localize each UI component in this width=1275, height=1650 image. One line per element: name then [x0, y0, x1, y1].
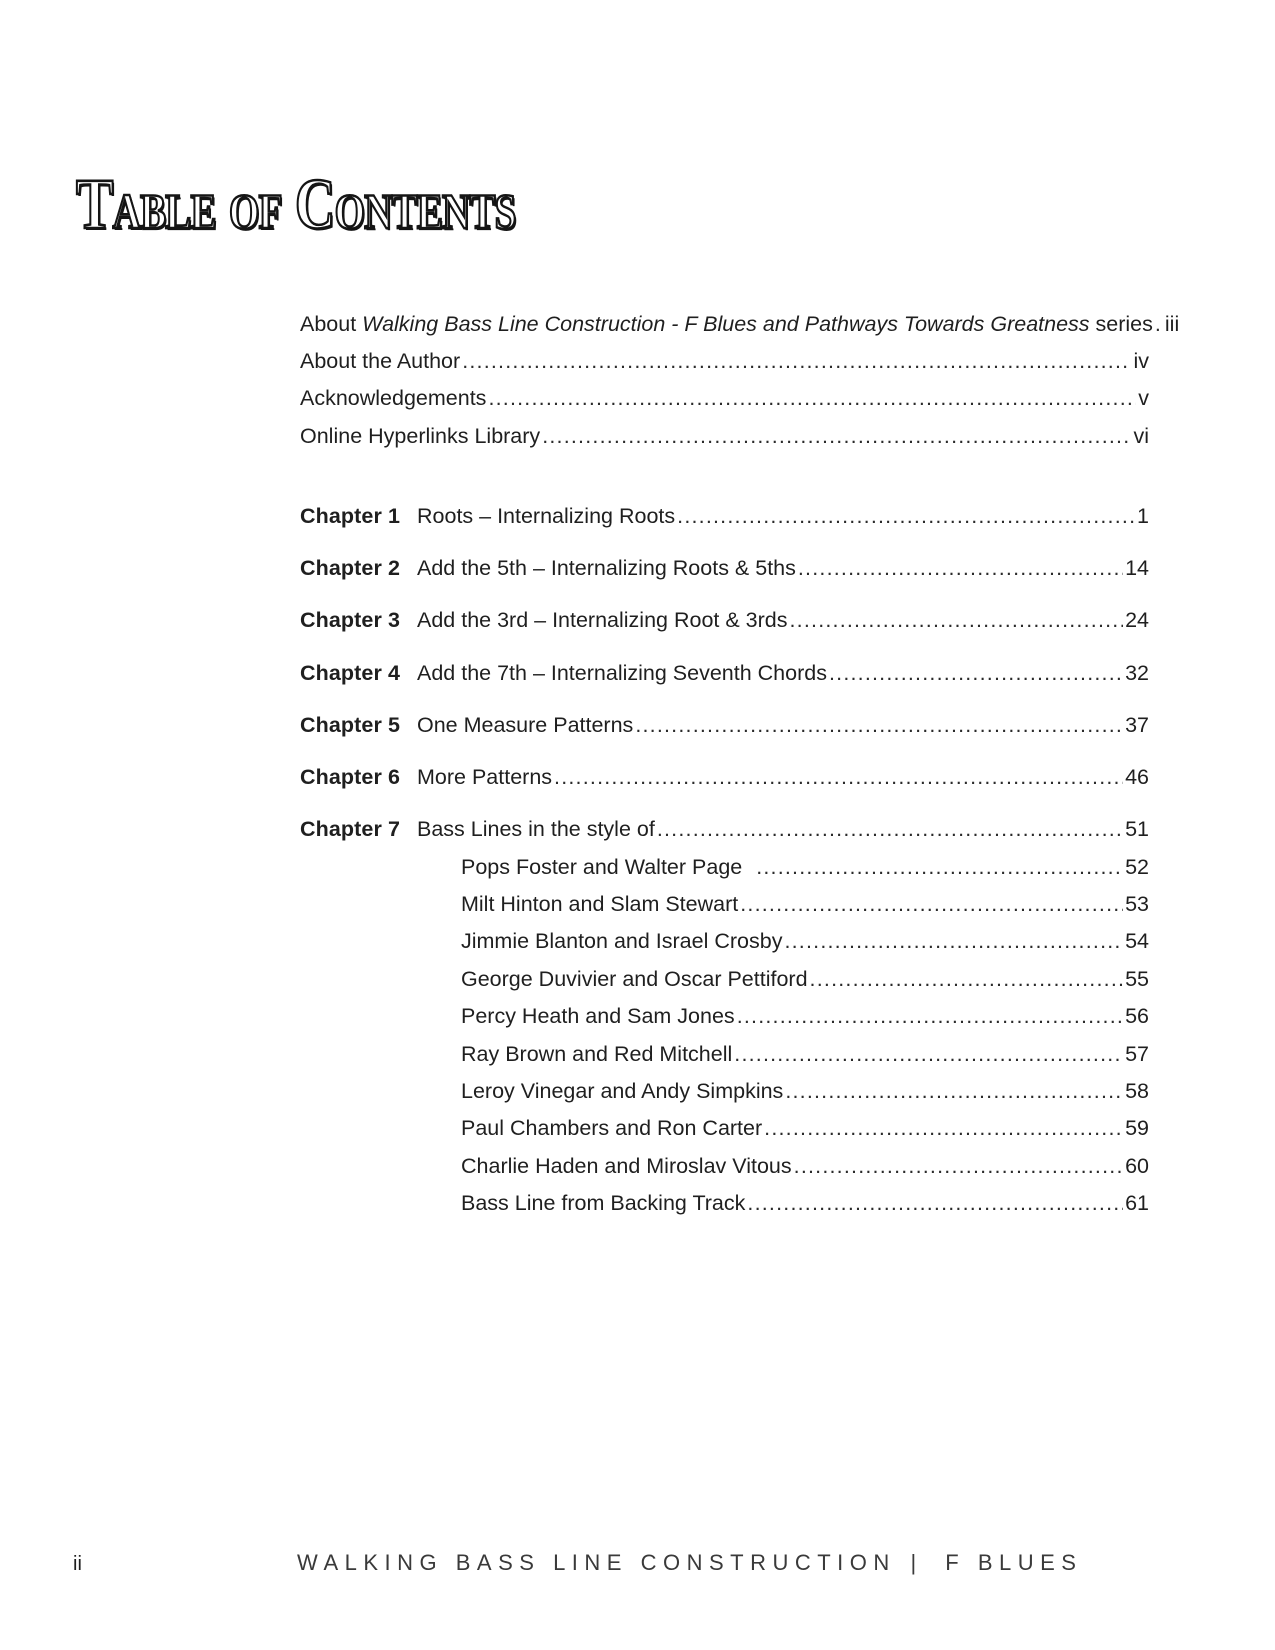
- toc-chapter-4[interactable]: [300, 661, 1149, 691]
- toc-chapter-2[interactable]: [300, 556, 1149, 586]
- running-title: WALKING BASS LINE CONSTRUCTION: [297, 1550, 896, 1575]
- toc-entry-about-author[interactable]: [300, 349, 1149, 379]
- subentry-title: Charlie Haden and Miroslav Vitous: [461, 1154, 792, 1178]
- toc-entry-acknowledgements[interactable]: [300, 386, 1149, 416]
- subentry-title: Bass Line from Backing Track: [461, 1191, 746, 1215]
- running-footer: [297, 1550, 1082, 1576]
- chapter-label: Chapter 6: [300, 765, 401, 789]
- page-number: 1: [1137, 504, 1149, 528]
- page-number: 59: [1125, 1116, 1149, 1140]
- dot-leader: [798, 556, 1123, 581]
- dot-leader: [810, 967, 1124, 992]
- footer-separator: |: [910, 1550, 923, 1575]
- page-number: 46: [1125, 765, 1149, 789]
- chapter-title: More Patterns: [417, 765, 553, 789]
- chapter-label: Chapter 4: [300, 661, 401, 685]
- chapter-title: Bass Lines in the style of: [417, 817, 655, 841]
- chapter-label: Chapter 7: [300, 817, 401, 841]
- toc-entry-hyperlinks-library[interactable]: [300, 424, 1149, 454]
- page-number: 32: [1125, 661, 1149, 685]
- entry-title: Online Hyperlinks Library: [300, 424, 541, 448]
- dot-leader: [677, 504, 1135, 529]
- toc-entry-about-series[interactable]: [300, 312, 1180, 342]
- page-number: vi: [1133, 424, 1149, 448]
- page-number: v: [1138, 386, 1149, 410]
- dot-leader: [657, 817, 1123, 842]
- chapter-label: Chapter 2: [300, 556, 401, 580]
- toc-subentry[interactable]: [300, 1079, 1149, 1109]
- chapter-label: Chapter 3: [300, 608, 401, 632]
- subentry-title: Leroy Vinegar and Andy Simpkins: [461, 1079, 784, 1103]
- page-number: 56: [1125, 1004, 1149, 1028]
- page-title: Table of Contents: [76, 164, 516, 244]
- dot-leader: [794, 1154, 1123, 1179]
- chapter-title: Add the 5th – Internalizing Roots & 5ths: [417, 556, 796, 580]
- chapter-title: One Measure Patterns: [417, 713, 634, 737]
- toc-chapter-1[interactable]: [300, 504, 1149, 534]
- page-number: 53: [1125, 892, 1149, 916]
- toc-subentry[interactable]: [300, 1116, 1149, 1146]
- subentry-title: Percy Heath and Sam Jones: [461, 1004, 735, 1028]
- dot-leader: [737, 1004, 1123, 1029]
- chapter-label: Chapter 5: [300, 713, 401, 737]
- chapter-title: Roots – Internalizing Roots: [417, 504, 676, 528]
- chapter-label: Chapter 1: [300, 504, 401, 528]
- dot-leader: [784, 929, 1123, 954]
- toc-chapter-6[interactable]: [300, 765, 1149, 795]
- page-number: 57: [1125, 1042, 1149, 1066]
- page-number: iv: [1133, 349, 1149, 373]
- page-number: 61: [1125, 1191, 1149, 1215]
- dot-leader: [747, 1191, 1123, 1216]
- toc-subentry[interactable]: [300, 1154, 1149, 1184]
- running-subtitle: F BLUES: [945, 1550, 1083, 1575]
- chapter-title: Add the 7th – Internalizing Seventh Chords: [417, 661, 827, 685]
- page-number: 24: [1125, 608, 1149, 632]
- toc-subentry[interactable]: [300, 1042, 1149, 1072]
- entry-title: About Walking Bass Line Construction - F Blues and Pathways Towards Greatness series: [300, 312, 1153, 336]
- dot-leader: [542, 424, 1131, 449]
- toc-subentry[interactable]: [300, 967, 1149, 997]
- subentry-title: Pops Foster and Walter Page: [461, 855, 755, 879]
- page-number: 14: [1125, 556, 1149, 580]
- toc-subentry[interactable]: [300, 1191, 1149, 1221]
- dot-leader: [635, 713, 1123, 738]
- dot-leader: [790, 608, 1124, 633]
- page-number: 52: [1125, 855, 1149, 879]
- dot-leader: [740, 892, 1123, 917]
- dot-leader: [734, 1042, 1123, 1067]
- toc-subentry[interactable]: [300, 1004, 1149, 1034]
- toc-chapter-5[interactable]: [300, 713, 1149, 743]
- entry-title: Acknowledgements: [300, 386, 487, 410]
- dot-leader: [462, 349, 1131, 374]
- page-number: 60: [1125, 1154, 1149, 1178]
- page-number: 51: [1125, 817, 1149, 841]
- dot-leader: [785, 1079, 1123, 1104]
- subentry-title: George Duvivier and Oscar Pettiford: [461, 967, 808, 991]
- page-number: 55: [1125, 967, 1149, 991]
- dot-leader: [1155, 312, 1163, 337]
- toc-chapter-3[interactable]: [300, 608, 1149, 638]
- subentry-title: Paul Chambers and Ron Carter: [461, 1116, 763, 1140]
- page-folio: ii: [73, 1553, 82, 1575]
- page-number: iii: [1164, 312, 1180, 336]
- subentry-title: Milt Hinton and Slam Stewart: [461, 892, 739, 916]
- dot-leader: [829, 661, 1123, 686]
- entry-title: About the Author: [300, 349, 461, 373]
- toc-chapter-7[interactable]: [300, 817, 1149, 847]
- page-number: 54: [1125, 929, 1149, 953]
- subentry-title: Ray Brown and Red Mitchell: [461, 1042, 733, 1066]
- chapter-title: Add the 3rd – Internalizing Root & 3rds: [417, 608, 788, 632]
- page-number: 37: [1125, 713, 1149, 737]
- dot-leader: [488, 386, 1136, 411]
- dot-leader: [756, 855, 1123, 880]
- toc-subentry[interactable]: [300, 855, 1149, 885]
- toc-subentry[interactable]: [300, 929, 1149, 959]
- dot-leader: [554, 765, 1123, 790]
- dot-leader: [764, 1116, 1123, 1141]
- toc-subentry[interactable]: [300, 892, 1149, 922]
- page-number: 58: [1125, 1079, 1149, 1103]
- subentry-title: Jimmie Blanton and Israel Crosby: [461, 929, 783, 953]
